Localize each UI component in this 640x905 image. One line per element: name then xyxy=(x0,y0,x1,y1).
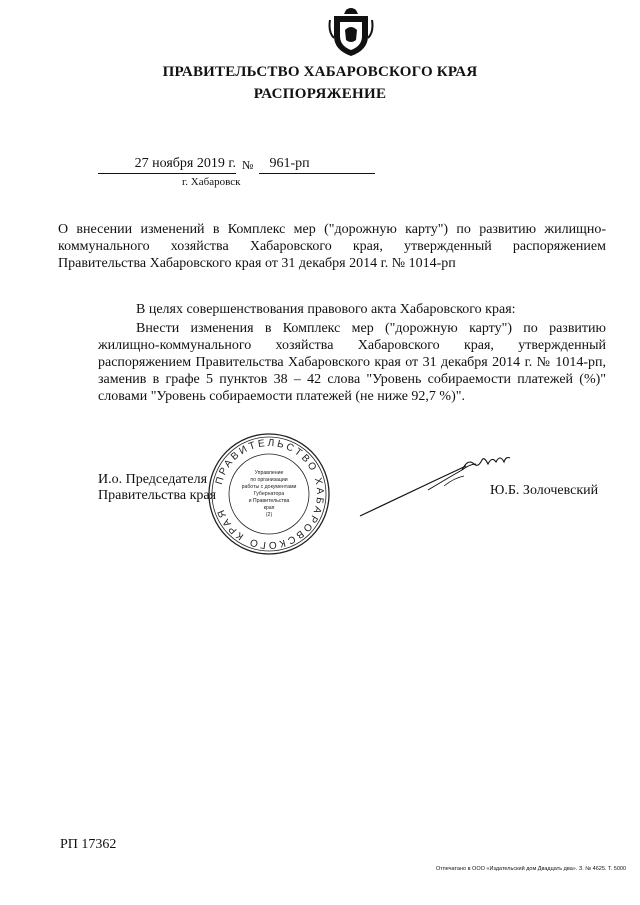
signatory-name: Ю.Б. Золочевский xyxy=(490,483,599,498)
government-title: ПРАВИТЕЛЬСТВО ХАБАРОВСКОГО КРАЯ xyxy=(162,64,478,80)
number-sign: № xyxy=(242,158,254,172)
document-date: 27 ноября 2019 г. xyxy=(98,156,236,174)
coat-of-arms-emblem xyxy=(328,6,374,58)
print-note: Отпечатано в ООО «Издательский дом Двадцать два». З. № 4625. Т. 5000 xyxy=(436,866,627,872)
svg-text:и Правительства: и Правительства xyxy=(248,498,290,504)
svg-text:по организации: по организации xyxy=(250,477,288,483)
body-text-content: Внести изменения в Комплекс мер ("дорожную карту") по развитию жилищно-коммунального хозяйства Хабаровского края, утвержденный распоряжением Правительства Хабаровского края от 31 декабря 2014 г. № 1014-рп, заменив в графе 5 пунктов 38 – 42 слова "Уровень собираемости платежей (%)" словами "Уровень собираемости платежей (не ниже 92,7 %)". xyxy=(98,321,606,404)
registry-number: РП 17362 xyxy=(60,837,117,852)
signatory-title-line1: И.о. Председателя xyxy=(98,472,208,487)
svg-text:Губернатора: Губернатора xyxy=(253,491,285,497)
svg-text:Управление: Управление xyxy=(254,470,284,476)
document-type: РАСПОРЯЖЕНИЕ xyxy=(253,86,387,102)
document-subject: О внесении изменений в Комплекс мер ("дорожную карту") по развитию жилищно-коммунального хозяйства Хабаровского края, утвержденный распоряжением Правительства Хабаровского края от 31 декабря 2014 г. № 1014-рп xyxy=(58,222,606,271)
svg-text:работы с документами: работы с документами xyxy=(241,484,297,490)
signatory-title-line2: Правительства края xyxy=(98,488,217,503)
handwritten-signature xyxy=(358,450,518,520)
official-stamp xyxy=(207,432,331,556)
svg-text:(2): (2) xyxy=(265,512,273,518)
body-text xyxy=(98,320,606,405)
svg-text:края: края xyxy=(263,505,275,511)
city: г. Хабаровск xyxy=(182,176,241,188)
svg-text:ПРАВИТЕЛЬСТВО ХАБАРОВСКОГО КРА: ПРАВИТЕЛЬСТВО ХАБАРОВСКОГО КРАЯ xyxy=(213,437,326,551)
document-number: 961-рп xyxy=(259,156,375,174)
body-preamble: В целях совершенствования правового акта Хабаровского края: xyxy=(136,302,516,317)
signatory-title xyxy=(98,472,216,504)
date-number-line xyxy=(98,156,375,174)
